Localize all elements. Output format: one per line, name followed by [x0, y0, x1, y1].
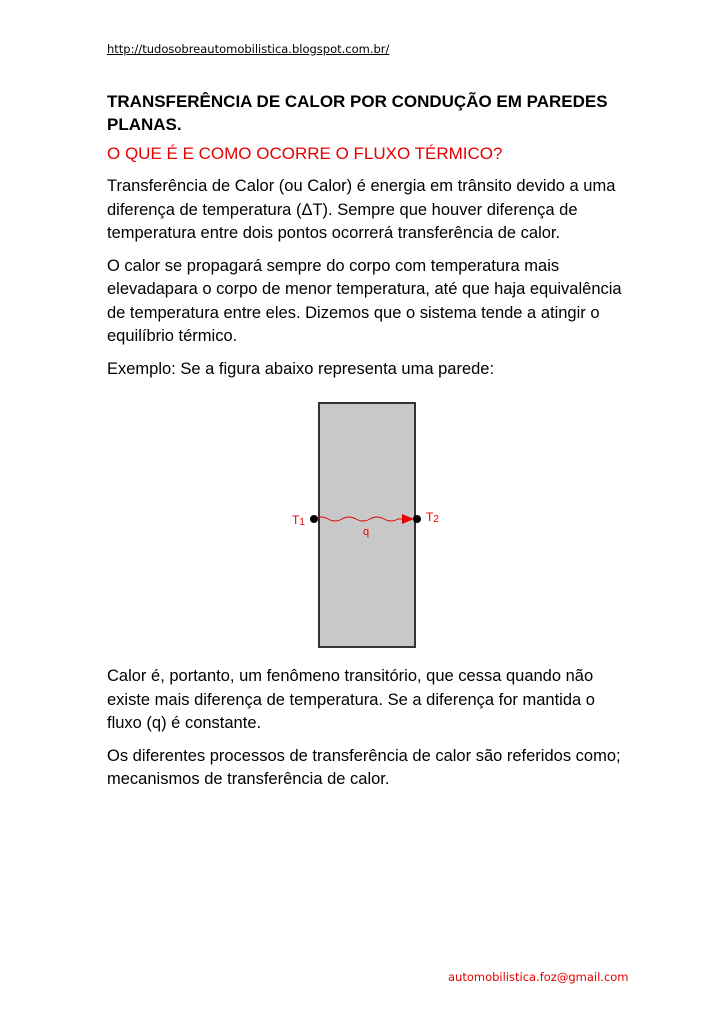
paragraph-2: O calor se propagará sempre do corpo com temperatura mais elevadapara o corpo de menor temperatura, até que haja equivalência de temperatura entre eles. Dizemos que o sistema tende a atingir o equilíbrio térmico. — [107, 256, 622, 345]
footer-email[interactable]: automobilistica.foz@gmail.com — [448, 970, 629, 984]
section-subtitle: O QUE É E COMO OCORRE O FLUXO TÉRMICO? — [107, 144, 503, 163]
paragraph-1: Transferência de Calor (ou Calor) é energia em trânsito devido a uma diferença de temperatura (ΔT). Sempre que houver diferença de temperatura entre dois pontos ocorrerá transferência de calor. — [107, 177, 616, 242]
paragraph-5: Os diferentes processos de transferência de calor são referidos como; mecanismos de transferência de calor. — [107, 746, 621, 788]
label-t1: T1 — [292, 513, 305, 528]
header-url-link[interactable]: http://tudosobreautomobilistica.blogspot.com.br/ — [107, 42, 390, 56]
document-body-continued — [107, 665, 627, 801]
paragraph-4: Calor é, portanto, um fenômeno transitório, que cessa quando não existe mais diferença de temperatura. Se a diferença for mantida o fluxo (q) é constante. — [107, 667, 595, 732]
paragraph-3: Exemplo: Se a figura abaixo representa uma parede: — [107, 359, 495, 378]
point-t1 — [310, 515, 318, 523]
point-t2 — [413, 515, 421, 523]
document-title: TRANSFERÊNCIA DE CALOR POR CONDUÇÃO EM PAREDES PLANAS. — [107, 92, 608, 134]
label-q: q — [363, 526, 370, 538]
wall-rectangle — [319, 403, 415, 647]
wall-figure — [290, 398, 450, 650]
document-body — [107, 90, 627, 390]
label-t2: T2 — [426, 510, 439, 525]
